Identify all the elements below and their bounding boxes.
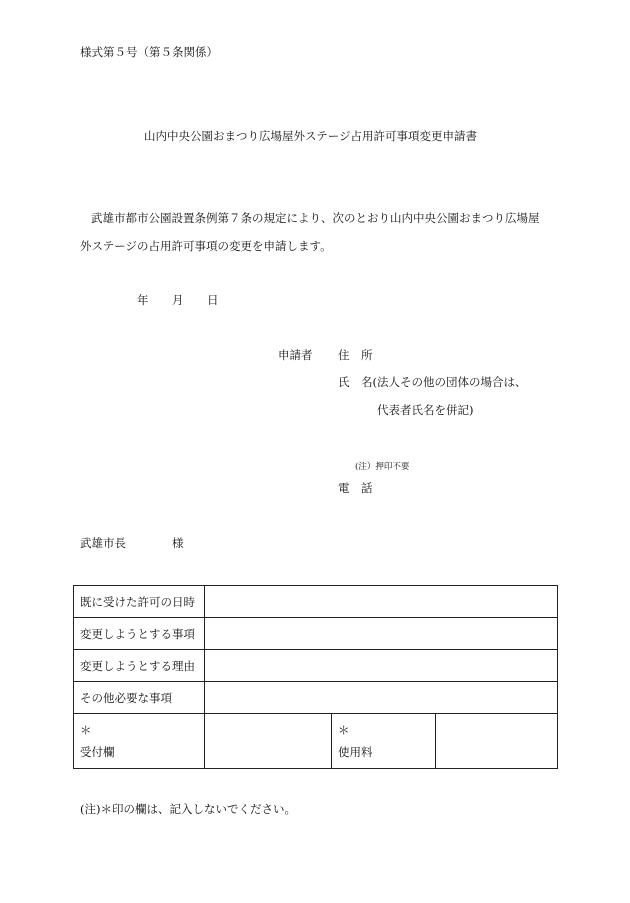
reception-cell [205, 714, 332, 769]
form-table [73, 585, 558, 769]
row-label-permit-date: 既に受けた許可の日時 [74, 586, 205, 618]
table-row [74, 586, 558, 618]
body-text-line-2: 外ステージの占用許可事項の変更を申請します。 [80, 239, 332, 253]
permit-date-cell[interactable] [205, 586, 558, 618]
reception-label-cell [74, 714, 205, 769]
document-title: 山内中央公園おまつり広場屋外ステージ占用許可事項変更申請書 [144, 129, 478, 143]
fee-label-cell [332, 714, 436, 769]
table-row [74, 714, 558, 769]
row-label-change-reason: 変更しようとする理由 [74, 650, 205, 682]
row-label-change-item: 変更しようとする事項 [74, 618, 205, 650]
table-row [74, 618, 558, 650]
change-reason-cell[interactable] [205, 650, 558, 682]
name-note: 代表者氏名を併記) [377, 403, 474, 417]
other-matters-cell[interactable] [205, 682, 558, 714]
date-day: 日 [207, 293, 219, 307]
row-label-other-matters: その他必要な事項 [74, 682, 205, 714]
phone-label: 電 話 [338, 481, 373, 495]
fee-asterisk: ＊ [338, 723, 350, 737]
fee-label: 使用料 [338, 745, 373, 759]
body-text-line-1: 武雄市都市公園設置条例第７条の規定により、次のとおり山内中央公園おまつり広場屋 [91, 211, 540, 225]
change-item-cell[interactable] [205, 618, 558, 650]
table-row [74, 650, 558, 682]
form-number: 様式第５号（第５条関係） [80, 45, 218, 59]
table-row [74, 682, 558, 714]
seal-note: (注）押印不要 [355, 462, 410, 472]
applicant-label: 申請者 [278, 348, 313, 362]
address-label: 住 所 [338, 348, 373, 362]
footnote: (注)＊印の欄は、記入しないでください。 [80, 802, 296, 816]
reception-label: 受付欄 [80, 745, 115, 759]
date-month: 月 [172, 293, 184, 307]
reception-asterisk: ＊ [80, 723, 92, 737]
addressee: 武雄市長 様 [80, 536, 184, 550]
date-year: 年 [137, 293, 149, 307]
name-label: 氏 名(法人その他の団体の場合は、 [338, 375, 527, 389]
fee-cell [436, 714, 558, 769]
